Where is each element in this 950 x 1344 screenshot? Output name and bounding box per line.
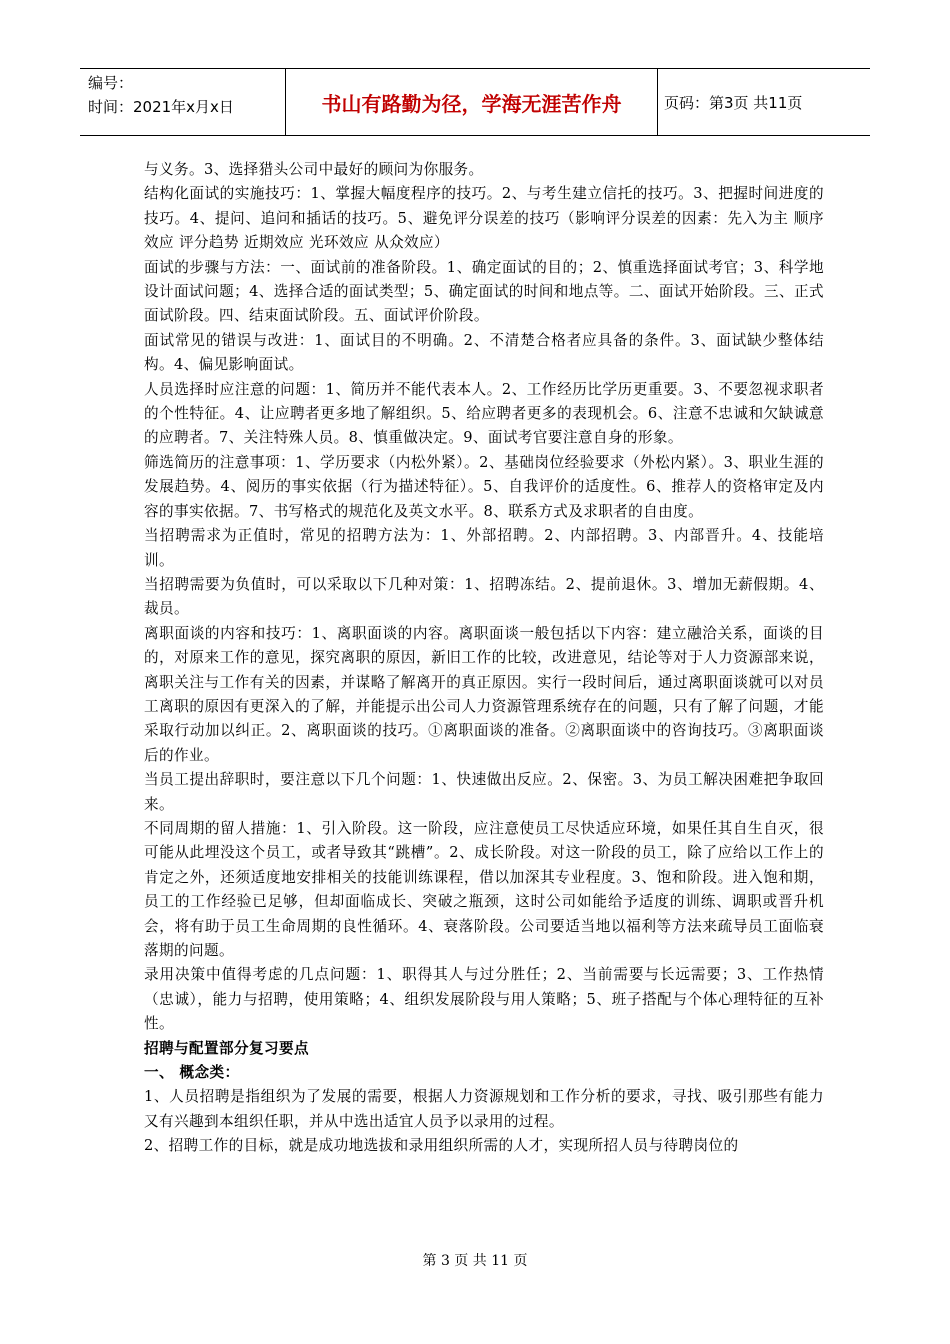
paragraph: 与义务。3、选择猎头公司中最好的顾问为你服务。: [144, 161, 484, 178]
paragraph: 当员工提出辞职时，要注意以下几个问题：1、快速做出反应。2、保密。3、为员工解决困难把争取回来。: [144, 771, 824, 813]
document-body: [144, 158, 824, 1159]
concept-item: 2、招聘工作的目标，就是成功地选拔和录用组织所需的人才，实现所招人员与待聘岗位的: [144, 1137, 739, 1155]
paragraph: 面试常见的错误与改进：1、面试目的不明确。2、不清楚合格者应具备的条件。3、面试缺少整体结构。4、偏见影响面试。: [144, 331, 824, 374]
page-footer: 第 3 页 共 11 页: [422, 1253, 528, 1269]
header-meta: [80, 69, 285, 135]
subsection-title: 一、 概念类：: [144, 1064, 240, 1082]
document-number: 编号：: [88, 74, 134, 92]
document-date: 时间：2021年x月x日: [88, 98, 234, 116]
header-motto: 书山有路勤为径，学海无涯苦作舟: [285, 69, 658, 135]
paragraph: 人员选择时应注意的问题：1、简历并不能代表本人。2、工作经历比学历更重要。3、不要忽视求职者的个性特征。4、让应聘者更多地了解组织。5、给应聘者更多的表现机会。6、注意不忠诚和欠缺诚意的应聘者。7、关注特殊人员。8、慎重做决定。9、面试考官要注意自身的形象。: [144, 380, 824, 447]
paragraph: 结构化面试的实施技巧：1、掌握大幅度程序的技巧。2、与考生建立信托的技巧。3、把握时间进度的技巧。4、提问、追问和插话的技巧。5、避免评分误差的技巧（影响评分误差的因素：先入为主 顺序效应 评分趋势 近期效应 光环效应 从众效应）: [144, 185, 824, 252]
header-page-number: 页码：第3页 共11页: [664, 93, 803, 112]
paragraph: 当招聘需求为正值时，常见的招聘方法为：1、外部招聘。2、内部招聘。3、内部晋升。4、技能培训。: [144, 527, 824, 569]
paragraph: 离职面谈的内容和技巧：1、离职面谈的内容。离职面谈一般包括以下内容：建立融洽关系，面谈的目的，对原来工作的意见，探究离职的原因，新旧工作的比较，改进意见，结论等对于人力资源部来说，离职关注与工作有关的因素，并谋略了解离开的真正原因。实行一段时间后，通过离职面谈就可以对员工离职的原因有更深入的了解，并能提示出公司人力资源管理系统存在的问题，只有了解了问题，才能采取行动加以纠正。2、离职面谈的技巧。①离职面谈的准备。②离职面谈中的咨询技巧。③离职面谈后的作业。: [144, 624, 824, 764]
page-header: [80, 68, 870, 136]
section-title: 招聘与配置部分复习要点: [144, 1039, 309, 1057]
paragraph: 不同周期的留人措施：1、引入阶段。这一阶段，应注意使员工尽快适应环境，如果任其自生自灭，很可能从此埋没这个员工，或者导致其“跳槽”。2、成长阶段。对这一阶段的员工，除了应给以工作上的肯定之外，还须适度地安排相关的技能训练课程，借以加深其专业程度。3、饱和阶段。进入饱和期，员工的工作经验已足够，但却面临成长、突破之瓶颈，这时公司如能给予适度的训练、调职或晋升机会，将有助于员工生命周期的良性循环。4、衰落阶段。公司要适当地以福利等方法来疏导员工面临衰落期的问题。: [144, 819, 824, 959]
concept-item: 1、人员招聘是指组织为了发展的需要，根据人力资源规划和工作分析的要求，寻找、吸引那些有能力又有兴趣到本组织任职，并从中选出适宜人员予以录用的过程。: [144, 1088, 824, 1130]
paragraph: 录用决策中值得考虑的几点问题：1、职得其人与过分胜任；2、当前需要与长远需要；3、工作热情（忠诚），能力与招聘，使用策略；4、组织发展阶段与用人策略；5、班子搭配与个体心理特征的互补性。: [144, 966, 824, 1033]
paragraph: 筛选简历的注意事项：1、学历要求（内松外紧）。2、基础岗位经验要求（外松内紧）。3、职业生涯的发展趋势。4、阅历的事实依据（行为描述特征）。5、自我评价的适度性。6、推荐人的资格审定及内容的事实依据。7、书写格式的规范化及英文水平。8、联系方式及求职者的自由度。: [144, 453, 824, 520]
paragraph: 面试的步骤与方法：一、面试前的准备阶段。1、确定面试的目的；2、慎重选择面试考官；3、科学地设计面试问题；4、选择合适的面试类型；5、确定面试的时间和地点等。二、面试开始阶段。三、正式面试阶段。四、结束面试阶段。五、面试评价阶段。: [144, 258, 824, 325]
paragraph: 当招聘需要为负值时，可以采取以下几种对策：1、招聘冻结。2、提前退休。3、增加无薪假期。4、裁员。: [144, 575, 824, 618]
